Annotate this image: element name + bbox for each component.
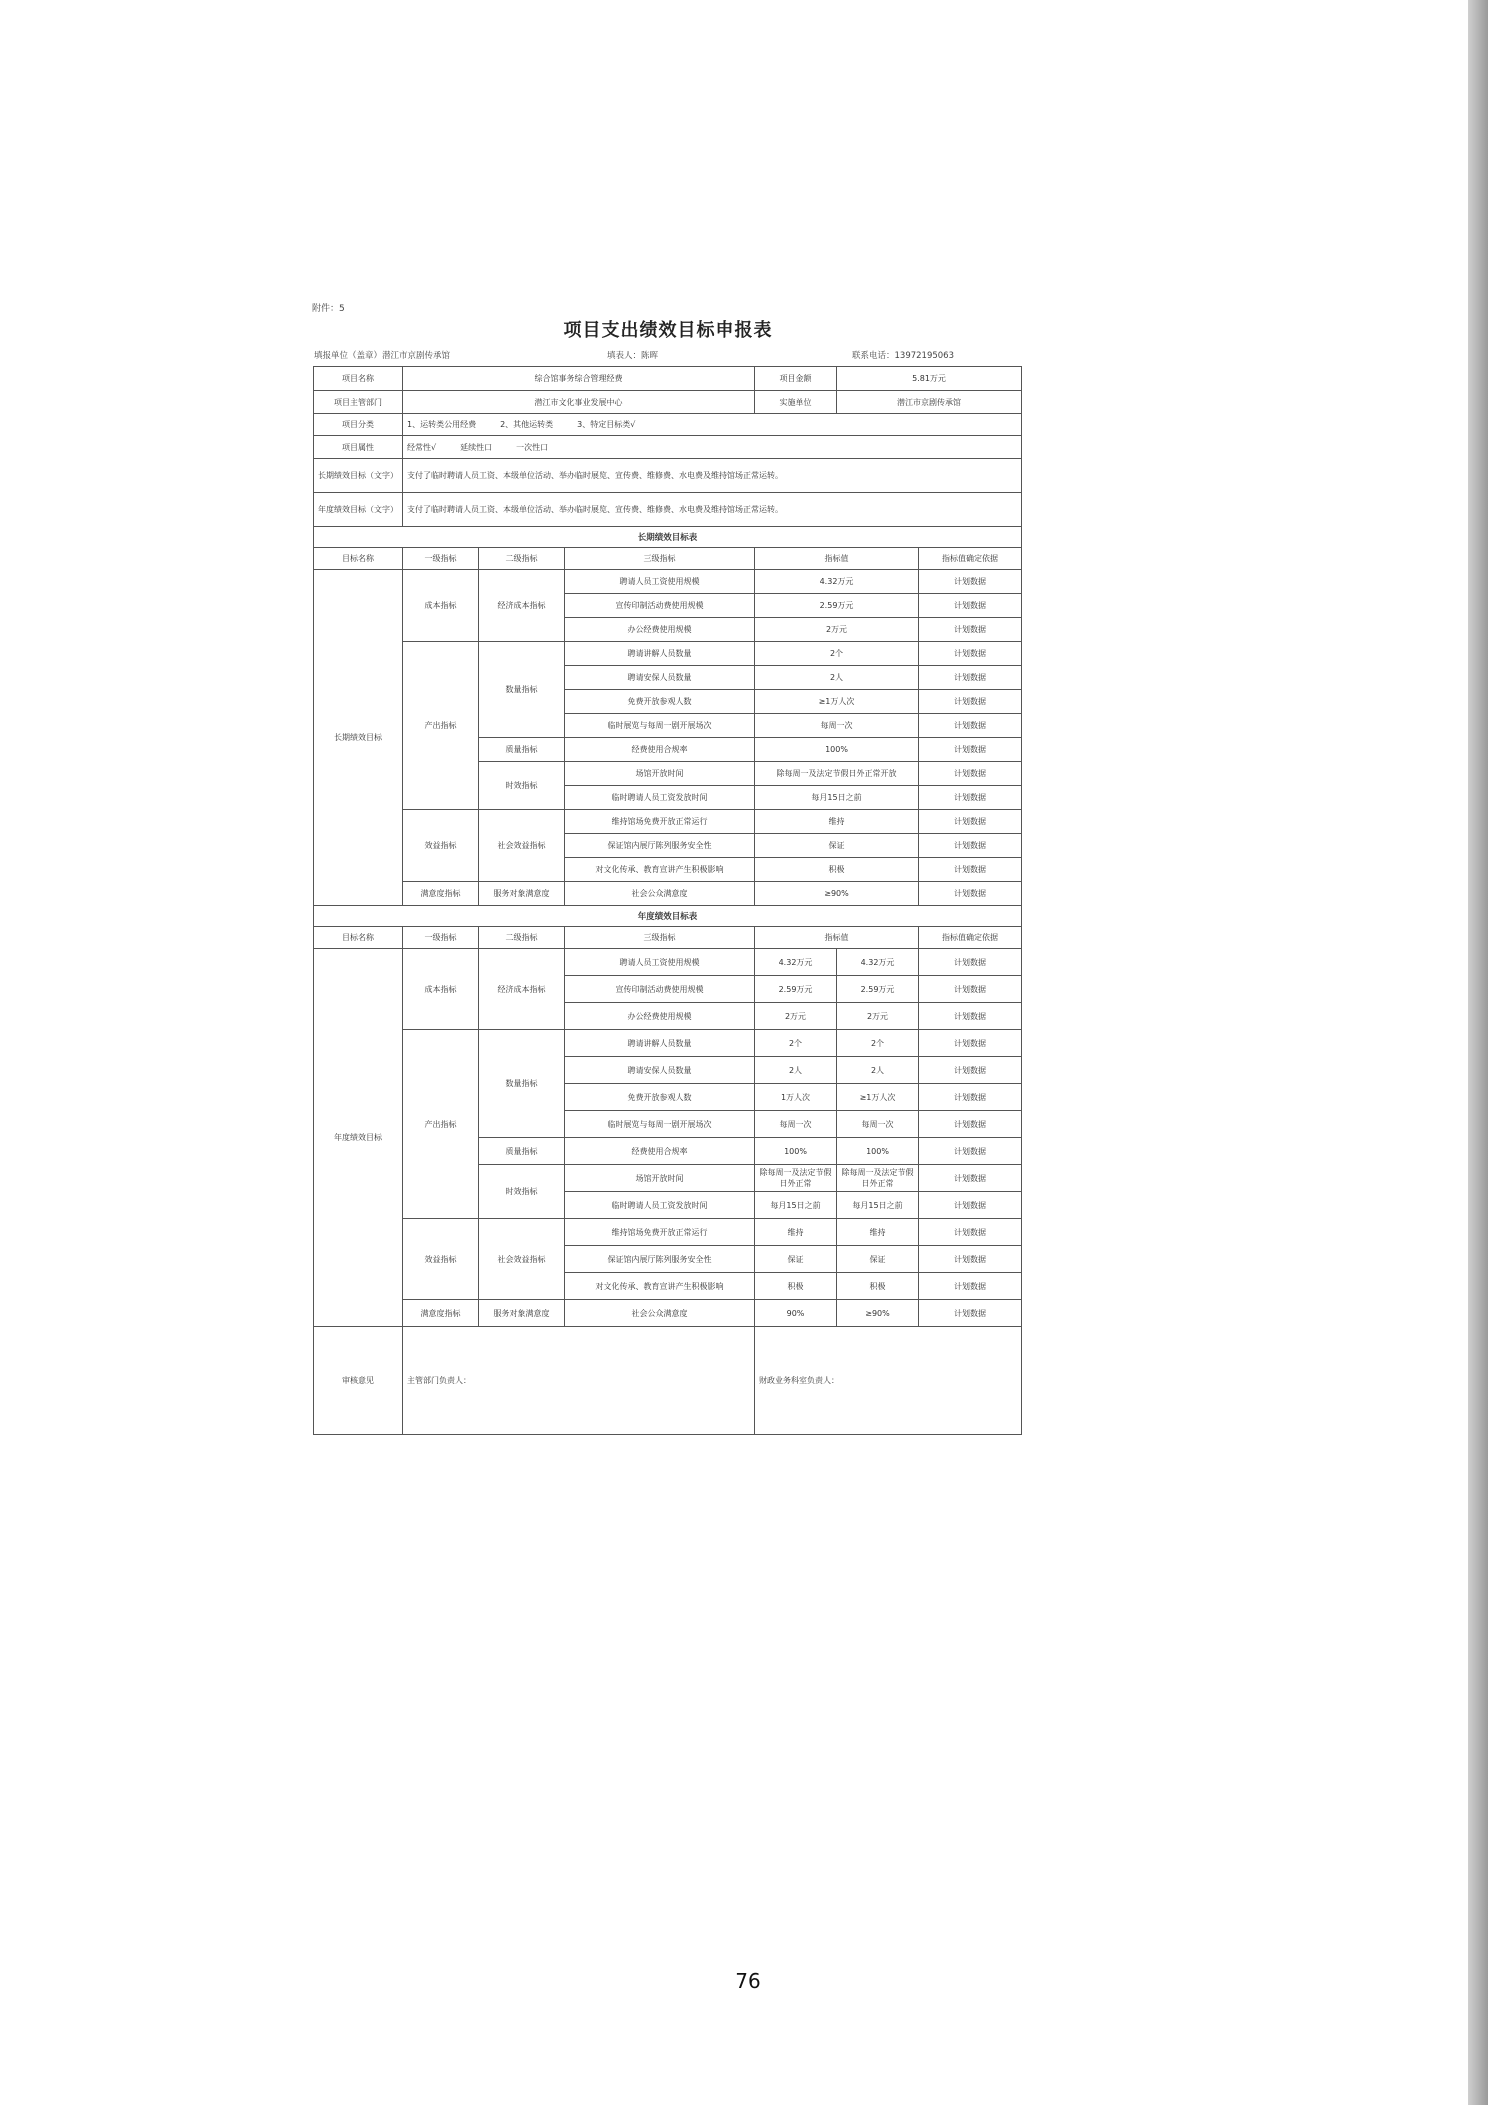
indicator-value-2: 4.32万元 — [837, 949, 919, 976]
header-level2: 二级指标 — [479, 548, 565, 570]
level1-indicator: 效益指标 — [403, 1219, 479, 1300]
indicator-value-1: 积极 — [755, 1273, 837, 1300]
dept-label: 项目主管部门 — [314, 391, 403, 414]
level3-indicator: 经费使用合规率 — [565, 738, 755, 762]
level3-indicator: 社会公众满意度 — [565, 1300, 755, 1327]
level3-indicator: 社会公众满意度 — [565, 882, 755, 906]
form-filler: 填表人：陈晖 — [607, 351, 659, 361]
attribute-value: 经常性√ 延续性口 一次性口 — [403, 436, 1022, 459]
level3-indicator: 对文化传承、教育宣讲产生积极影响 — [565, 858, 755, 882]
indicator-value-2: 每周一次 — [837, 1111, 919, 1138]
level2-indicator: 服务对象满意度 — [479, 882, 565, 906]
indicator-basis: 计划数据 — [919, 1192, 1022, 1219]
level2-indicator: 质量指标 — [479, 738, 565, 762]
indicator-basis: 计划数据 — [919, 690, 1022, 714]
indicator-basis: 计划数据 — [919, 1219, 1022, 1246]
dept-value: 潜江市文化事业发展中心 — [403, 391, 755, 414]
indicator-basis: 计划数据 — [919, 882, 1022, 906]
indicator-value-1: 2万元 — [755, 1003, 837, 1030]
level3-indicator: 聘请安保人员数量 — [565, 666, 755, 690]
review-row — [314, 1327, 1022, 1435]
header-level1: 一级指标 — [403, 548, 479, 570]
header-level2: 二级指标 — [479, 927, 565, 949]
level1-indicator: 产出指标 — [403, 642, 479, 810]
level2-indicator: 经济成本指标 — [479, 570, 565, 642]
indicator-row — [314, 1219, 1022, 1246]
header-basis: 指标值确定依据 — [919, 548, 1022, 570]
form-header-info — [312, 349, 1024, 361]
indicator-value: 每周一次 — [755, 714, 919, 738]
indicator-basis: 计划数据 — [919, 1273, 1022, 1300]
level3-indicator: 聘请讲解人员数量 — [565, 642, 755, 666]
level3-indicator: 临时展览与每周一剧开展场次 — [565, 714, 755, 738]
indicator-value-2: 每月15日之前 — [837, 1192, 919, 1219]
indicator-row — [314, 570, 1022, 594]
indicator-value-2: 积极 — [837, 1273, 919, 1300]
indicator-basis: 计划数据 — [919, 949, 1022, 976]
level3-indicator: 保证馆内展厅陈列服务安全性 — [565, 834, 755, 858]
level3-indicator: 免费开放参观人数 — [565, 1084, 755, 1111]
contact-phone: 联系电话：13972195063 — [852, 351, 954, 361]
level3-indicator: 办公经费使用规模 — [565, 1003, 755, 1030]
level2-indicator: 时效指标 — [479, 1165, 565, 1219]
indicator-basis: 计划数据 — [919, 1138, 1022, 1165]
indicator-value-1: 每月15日之前 — [755, 1192, 837, 1219]
target-name: 年度绩效目标 — [314, 949, 403, 1327]
header-target-name: 目标名称 — [314, 927, 403, 949]
indicator-basis: 计划数据 — [919, 738, 1022, 762]
indicator-value: 维持 — [755, 810, 919, 834]
category-value: 1、运转类公用经费 2、其他运转类 3、特定目标类√ — [403, 414, 1022, 436]
indicator-value-1: 除每周一及法定节假日外正常 — [755, 1165, 837, 1192]
project-amount-value: 5.81万元 — [837, 367, 1022, 391]
level2-indicator: 服务对象满意度 — [479, 1300, 565, 1327]
year-goal-label: 年度绩效目标（文字） — [314, 493, 403, 527]
indicator-basis: 计划数据 — [919, 1057, 1022, 1084]
project-name-value: 综合馆事务综合管理经费 — [403, 367, 755, 391]
impl-unit-label: 实施单位 — [755, 391, 837, 414]
header-indicator-value: 指标值 — [755, 548, 919, 570]
level3-indicator: 临时展览与每周一剧开展场次 — [565, 1111, 755, 1138]
indicator-value-1: 90% — [755, 1300, 837, 1327]
level3-indicator: 办公经费使用规模 — [565, 618, 755, 642]
reporting-unit: 填报单位（盖章）潜江市京剧传承馆 — [314, 351, 451, 361]
indicator-value: 2个 — [755, 642, 919, 666]
indicator-basis: 计划数据 — [919, 1246, 1022, 1273]
level3-indicator: 经费使用合规率 — [565, 1138, 755, 1165]
indicator-basis: 计划数据 — [919, 642, 1022, 666]
level2-indicator: 数量指标 — [479, 1030, 565, 1138]
level2-indicator: 数量指标 — [479, 642, 565, 738]
indicator-basis: 计划数据 — [919, 666, 1022, 690]
indicator-value-1: 2.59万元 — [755, 976, 837, 1003]
header-indicator-value: 指标值 — [755, 927, 919, 949]
level1-indicator: 效益指标 — [403, 810, 479, 882]
level1-indicator: 满意度指标 — [403, 882, 479, 906]
project-name-label: 项目名称 — [314, 367, 403, 391]
level3-indicator: 宣传印制活动费使用规模 — [565, 976, 755, 1003]
header-level1: 一级指标 — [403, 927, 479, 949]
indicator-value: 每月15日之前 — [755, 786, 919, 810]
indicator-value-1: 4.32万元 — [755, 949, 837, 976]
indicator-basis: 计划数据 — [919, 1030, 1022, 1057]
performance-target-table — [313, 366, 1022, 1435]
indicator-basis: 计划数据 — [919, 762, 1022, 786]
indicator-value-2: 2万元 — [837, 1003, 919, 1030]
column-header-row — [314, 548, 1022, 570]
level3-indicator: 聘请安保人员数量 — [565, 1057, 755, 1084]
indicator-value-2: 2个 — [837, 1030, 919, 1057]
long-goal-label: 长期绩效目标（文字） — [314, 459, 403, 493]
indicator-basis: 计划数据 — [919, 714, 1022, 738]
indicator-value-1: 2个 — [755, 1030, 837, 1057]
indicator-row — [314, 642, 1022, 666]
indicator-value: 100% — [755, 738, 919, 762]
level2-indicator: 质量指标 — [479, 1138, 565, 1165]
target-name: 长期绩效目标 — [314, 570, 403, 906]
header-level3: 三级指标 — [565, 548, 755, 570]
indicator-value-1: 维持 — [755, 1219, 837, 1246]
indicator-basis: 计划数据 — [919, 810, 1022, 834]
attachment-label: 附件：5 — [312, 304, 345, 314]
header-target-name: 目标名称 — [314, 548, 403, 570]
level3-indicator: 场馆开放时间 — [565, 1165, 755, 1192]
indicator-value: 2人 — [755, 666, 919, 690]
section-title-row — [314, 527, 1022, 548]
indicator-value: 4.32万元 — [755, 570, 919, 594]
indicator-value-2: ≥1万人次 — [837, 1084, 919, 1111]
indicator-value: 2.59万元 — [755, 594, 919, 618]
level3-indicator: 免费开放参观人数 — [565, 690, 755, 714]
indicator-value: ≥1万人次 — [755, 690, 919, 714]
level3-indicator: 对文化传承、教育宣讲产生积极影响 — [565, 1273, 755, 1300]
indicator-row — [314, 810, 1022, 834]
header-level3: 三级指标 — [565, 927, 755, 949]
level1-indicator: 成本指标 — [403, 570, 479, 642]
section-title: 年度绩效目标表 — [314, 906, 1022, 927]
header-basis: 指标值确定依据 — [919, 927, 1022, 949]
level3-indicator: 宣传印制活动费使用规模 — [565, 594, 755, 618]
indicator-value-2: 保证 — [837, 1246, 919, 1273]
section-title-row — [314, 906, 1022, 927]
indicator-value-1: 1万人次 — [755, 1084, 837, 1111]
indicator-value-2: 100% — [837, 1138, 919, 1165]
year-goal-text: 支付了临时聘请人员工资、本级单位活动、举办临时展览、宣传费、维修费、水电费及维持馆场正常运转。 — [403, 493, 1022, 527]
attribute-label: 项目属性 — [314, 436, 403, 459]
level2-indicator: 经济成本指标 — [479, 949, 565, 1030]
indicator-row — [314, 1300, 1022, 1327]
indicator-basis: 计划数据 — [919, 1003, 1022, 1030]
review-label: 审核意见 — [314, 1327, 403, 1435]
level3-indicator: 临时聘请人员工资发放时间 — [565, 786, 755, 810]
indicator-basis: 计划数据 — [919, 594, 1022, 618]
level2-indicator: 时效指标 — [479, 762, 565, 810]
impl-unit-value: 潜江市京剧传承馆 — [837, 391, 1022, 414]
page-number: 76 — [735, 1969, 761, 1993]
indicator-value: 除每周一及法定节假日外正常开放 — [755, 762, 919, 786]
indicator-basis: 计划数据 — [919, 1111, 1022, 1138]
indicator-value-1: 100% — [755, 1138, 837, 1165]
level3-indicator: 聘请讲解人员数量 — [565, 1030, 755, 1057]
indicator-basis: 计划数据 — [919, 570, 1022, 594]
level1-indicator: 成本指标 — [403, 949, 479, 1030]
project-amount-label: 项目金额 — [755, 367, 837, 391]
level1-indicator: 满意度指标 — [403, 1300, 479, 1327]
finance-head-signature: 财政业务科室负责人： — [755, 1327, 1022, 1435]
indicator-value-2: 维持 — [837, 1219, 919, 1246]
indicator-basis: 计划数据 — [919, 618, 1022, 642]
indicator-value-1: 每周一次 — [755, 1111, 837, 1138]
indicator-value-2: 2.59万元 — [837, 976, 919, 1003]
category-label: 项目分类 — [314, 414, 403, 436]
indicator-row — [314, 949, 1022, 976]
level3-indicator: 聘请人员工资使用规模 — [565, 570, 755, 594]
indicator-value-1: 保证 — [755, 1246, 837, 1273]
indicator-basis: 计划数据 — [919, 786, 1022, 810]
indicator-value: 保证 — [755, 834, 919, 858]
indicator-value: ≥90% — [755, 882, 919, 906]
level3-indicator: 维持馆场免费开放正常运行 — [565, 810, 755, 834]
level3-indicator: 保证馆内展厅陈列服务安全性 — [565, 1246, 755, 1273]
indicator-value: 2万元 — [755, 618, 919, 642]
level2-indicator: 社会效益指标 — [479, 810, 565, 882]
indicator-value: 积极 — [755, 858, 919, 882]
indicator-basis: 计划数据 — [919, 976, 1022, 1003]
indicator-basis: 计划数据 — [919, 858, 1022, 882]
form-title: 项目支出绩效目标申报表 — [563, 320, 773, 341]
indicator-basis: 计划数据 — [919, 1165, 1022, 1192]
page-edge-strip — [1468, 0, 1488, 2105]
indicator-row — [314, 882, 1022, 906]
level3-indicator: 场馆开放时间 — [565, 762, 755, 786]
section-title: 长期绩效目标表 — [314, 527, 1022, 548]
level3-indicator: 聘请人员工资使用规模 — [565, 949, 755, 976]
indicator-basis: 计划数据 — [919, 1300, 1022, 1327]
column-header-row — [314, 927, 1022, 949]
indicator-basis: 计划数据 — [919, 834, 1022, 858]
level2-indicator: 社会效益指标 — [479, 1219, 565, 1300]
indicator-row — [314, 1030, 1022, 1057]
level3-indicator: 维持馆场免费开放正常运行 — [565, 1219, 755, 1246]
indicator-value-1: 2人 — [755, 1057, 837, 1084]
level3-indicator: 临时聘请人员工资发放时间 — [565, 1192, 755, 1219]
level1-indicator: 产出指标 — [403, 1030, 479, 1219]
long-goal-text: 支付了临时聘请人员工资、本级单位活动、举办临时展览、宣传费、维修费、水电费及维持馆场正常运转。 — [403, 459, 1022, 493]
indicator-basis: 计划数据 — [919, 1084, 1022, 1111]
indicator-value-2: ≥90% — [837, 1300, 919, 1327]
indicator-value-2: 除每周一及法定节假日外正常 — [837, 1165, 919, 1192]
indicator-value-2: 2人 — [837, 1057, 919, 1084]
dept-head-signature: 主管部门负责人： — [403, 1327, 755, 1435]
